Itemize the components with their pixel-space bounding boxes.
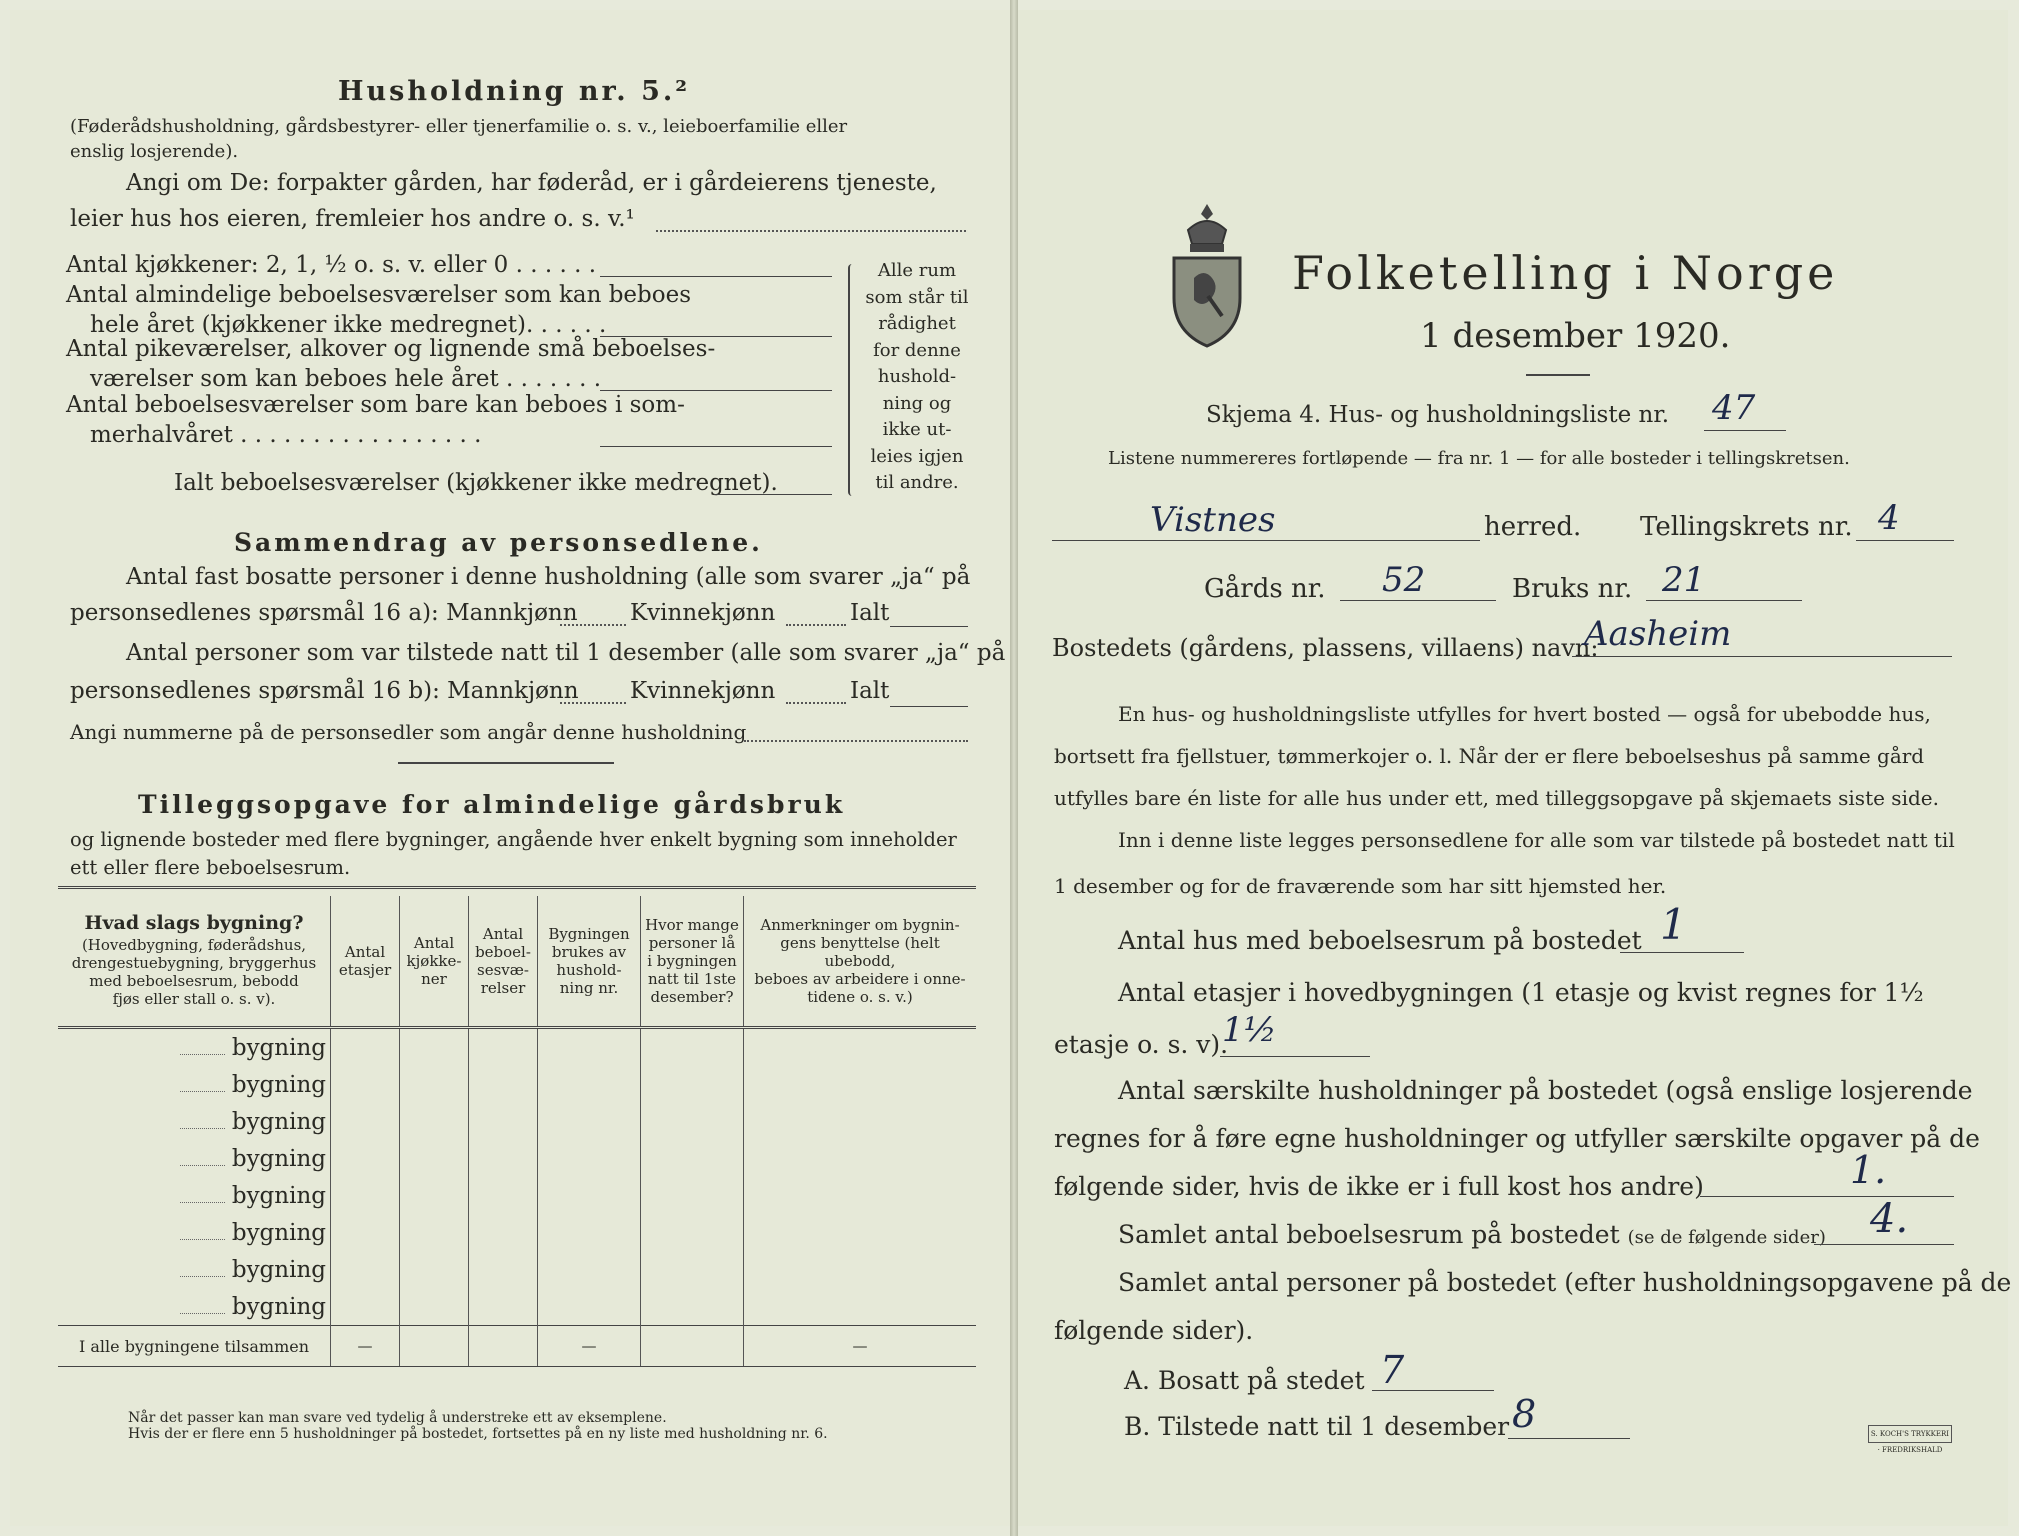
district-value: 4 xyxy=(1878,498,1900,538)
total-label: Ialt xyxy=(850,600,890,626)
district-label: Tellingskrets nr. xyxy=(1640,512,1853,542)
municipality-value: Vistnes xyxy=(1150,500,1276,540)
total-rooms-value: 4. xyxy=(1870,1196,1909,1242)
summary-line-3: Antal personer som var tilstede natt til 1 desember (alle som svarer „ja“ på xyxy=(126,640,1006,666)
table-row[interactable]: bygning xyxy=(58,1288,976,1326)
numbering-note: Listene nummereres fortløpende — fra nr. 1 — for alle bosteder i tellingskretsen. xyxy=(1108,448,1850,469)
male-present-field[interactable] xyxy=(560,702,626,704)
rooms-line-2: hele året (kjøkkener ikke medregnet). . . . . . xyxy=(90,312,607,338)
supplement-line-1: og lignende bosteder med flere bygninger, angående hver enkelt bygning som inneholder xyxy=(70,828,957,851)
supplement-line-2: ett eller flere beboelsesrum. xyxy=(70,856,351,879)
place-name-field[interactable] xyxy=(1572,656,1952,657)
persons-question-1: Samlet antal personer på bostedet (efter husholdningsopgavene på de xyxy=(1118,1268,2012,1297)
instructions-2: bortsett fra fjellstuer, tømmerkojer o. l. Når der er flere beboelseshus på samme gård xyxy=(1054,744,1925,768)
floors-value: 1½ xyxy=(1222,1010,1277,1050)
household-subtitle-2: enslig losjerende). xyxy=(70,141,239,162)
household-subtitle-1: (Føderådshusholdning, gårdsbestyrer- eller tjenerfamilie o. s. v., leieboerfamilie eller xyxy=(70,116,848,137)
buildings-table xyxy=(58,896,976,1367)
houses-field[interactable] xyxy=(1620,952,1744,953)
title-divider xyxy=(1526,374,1590,376)
angi-answer-line[interactable] xyxy=(656,230,966,232)
summary-title: Sammendrag av personsedlene. xyxy=(234,528,763,557)
female-present-field[interactable] xyxy=(786,702,846,704)
col-kitchens: Antal kjøkke- ner xyxy=(400,896,469,1028)
summer-rooms-line-1: Antal beboelsesværelser som bare kan beboes i som- xyxy=(66,392,685,418)
footnote-1: Når det passer kan man svare ved tydelig å understreke ett av eksemplene. xyxy=(128,1410,667,1426)
household-title: Husholdning nr. 5.² xyxy=(338,76,691,107)
present-field[interactable] xyxy=(1508,1438,1630,1439)
kitchens-answer[interactable] xyxy=(600,276,832,277)
footnote-2: Hvis der er flere enn 5 husholdninger på bostedet, fortsettes på en ny liste med husholdning nr. 6. xyxy=(128,1426,828,1442)
instructions-5: 1 desember og for de fraværende som har sitt hjemsted her. xyxy=(1054,874,1667,898)
households-question-1: Antal særskilte husholdninger på bostedet (også enslige losjerende xyxy=(1118,1076,1973,1105)
farm-number-label: Gårds nr. xyxy=(1204,574,1326,604)
houses-value: 1 xyxy=(1660,900,1687,949)
col-persons: Hvor mange personer lå i bygningen natt til 1ste desember? xyxy=(641,896,744,1028)
table-total-row: I alle bygningene tilsammen — — — xyxy=(58,1326,976,1367)
kitchens-line: Antal kjøkkener: 2, 1, ½ o. s. v. eller 0 . . . . . . xyxy=(66,252,597,278)
floors-field[interactable] xyxy=(1220,1056,1370,1057)
table-row[interactable]: bygning xyxy=(58,1140,976,1177)
table-top-rule xyxy=(58,886,976,889)
total-rooms-question: Samlet antal beboelsesrum på bostedet (se de følgende sider) xyxy=(1118,1220,1826,1249)
female-label: Kvinnekjønn xyxy=(630,600,776,626)
floors-question-1: Antal etasjer i hovedbygningen (1 etasje og kvist regnes for 1½ xyxy=(1118,978,1924,1007)
persons-question-2: følgende sider). xyxy=(1054,1316,1254,1345)
summary-line-1: Antal fast bosatte personer i denne husholdning (alle som svarer „ja“ på xyxy=(126,564,971,590)
col-rooms: Antal beboel- sesvæ- relser xyxy=(469,896,538,1028)
angi-line-1: Angi om De: forpakter gården, har føderåd, er i gårdeierens tjeneste, xyxy=(126,170,937,196)
holding-number-field[interactable] xyxy=(1646,600,1802,601)
summer-rooms-line-2: merhalvåret . . . . . . . . . . . . . . . . . xyxy=(90,422,482,448)
table-row[interactable]: bygning xyxy=(58,1214,976,1251)
total-present-field[interactable] xyxy=(890,706,968,707)
table-row[interactable]: bygning xyxy=(58,1251,976,1288)
farm-number-value: 52 xyxy=(1382,560,1426,600)
total-rooms-line: Ialt beboelsesværelser (kjøkkener ikke medregnet). xyxy=(174,470,778,496)
place-name-value: Aasheim xyxy=(1584,614,1732,654)
table-row[interactable]: bygning xyxy=(58,1066,976,1103)
female-label-2: Kvinnekjønn xyxy=(630,678,776,704)
printer-stamp: S. KOCH'S TRYKKERI · FREDRIKSHALD xyxy=(1868,1425,1952,1443)
total-rooms-field[interactable] xyxy=(1814,1244,1954,1245)
male-resident-field[interactable] xyxy=(560,624,626,626)
maid-rooms-line-2: værelser som kan beboes hele året . . . . . . . xyxy=(90,366,602,392)
maid-rooms-line-1: Antal pikeværelser, alkover og lignende små beboelses- xyxy=(66,336,716,362)
resident-value: 7 xyxy=(1380,1348,1405,1392)
instructions-3: utfylles bare én liste for alle hus under ett, med tilleggsopgave på skjemaets siste side. xyxy=(1054,786,1939,810)
present-value: 8 xyxy=(1512,1392,1537,1436)
houses-question: Antal hus med beboelsesrum på bostedet xyxy=(1118,926,1642,955)
col-floors: Antal etasjer xyxy=(331,896,400,1028)
municipality-label: herred. xyxy=(1484,512,1582,542)
summary-line-5: Angi nummerne på de personsedler som angår denne husholdning xyxy=(70,720,747,744)
table-row[interactable]: bygning xyxy=(58,1103,976,1140)
page-fold xyxy=(1010,0,1018,1536)
col-building-type: Hvad slags bygning? (Hovedbygning, føderådshus, drengestuebygning, bryggerhus med beboelsesrum, bebodd fjøs eller stall o. s. v). xyxy=(58,896,331,1028)
municipality-field[interactable] xyxy=(1052,540,1480,541)
rooms-note: Alle rum som står til rådighet for denne hushold- ning og ikke ut- leies igjen til andre. xyxy=(865,260,969,493)
district-field[interactable] xyxy=(1856,540,1954,541)
rooms-line-1: Antal almindelige beboelsesværelser som kan beboes xyxy=(66,282,692,308)
note-brace xyxy=(848,264,856,496)
total-resident-field[interactable] xyxy=(890,626,968,627)
maid-rooms-answer[interactable] xyxy=(600,390,832,391)
instructions-1: En hus- og husholdningsliste utfylles for hvert bosted — også for ubebodde hus, xyxy=(1118,702,1931,726)
female-resident-field[interactable] xyxy=(786,624,846,626)
schema-label: Skjema 4. Hus- og husholdningsliste nr. xyxy=(1206,402,1670,428)
person-numbers-field[interactable] xyxy=(744,740,968,742)
summer-rooms-answer[interactable] xyxy=(600,446,832,447)
farm-number-field[interactable] xyxy=(1340,600,1496,601)
summary-line-2: personsedlenes spørsmål 16 a): Mannkjønn xyxy=(70,600,578,626)
col-remarks: Anmerkninger om bygnin- gens benyttelse (helt ubebodd, beboes av arbeidere i onne- tidene o. s. v.) xyxy=(744,896,977,1028)
households-question-3: følgende sider, hvis de ikke er i full kost hos andre) xyxy=(1054,1172,1704,1201)
table-row[interactable]: bygning xyxy=(58,1028,976,1067)
col-household-no: Bygningen brukes av hushold- ning nr. xyxy=(538,896,641,1028)
census-title: Folketelling i Norge xyxy=(1292,246,1839,300)
angi-line-2: leier hus hos eieren, fremleier hos andre o. s. v.¹ xyxy=(70,206,635,232)
coat-of-arms-icon xyxy=(1168,200,1246,350)
list-number-field[interactable] xyxy=(1704,430,1786,431)
households-value: 1. xyxy=(1850,1148,1887,1192)
floors-question-2: etasje o. s. v). xyxy=(1054,1030,1229,1059)
holding-number-value: 21 xyxy=(1662,560,1706,600)
total-rooms-answer[interactable] xyxy=(714,494,832,495)
section-divider xyxy=(398,762,614,764)
households-question-2: regnes for å føre egne husholdninger og utfyller særskilte opgaver på de xyxy=(1054,1124,1980,1153)
census-date: 1 desember 1920. xyxy=(1420,316,1731,356)
list-number-value: 47 xyxy=(1712,388,1756,428)
supplement-title: Tilleggsopgave for almindelige gårdsbruk xyxy=(138,790,846,819)
holding-number-label: Bruks nr. xyxy=(1512,574,1633,604)
right-page xyxy=(1018,10,2008,1526)
table-header-row xyxy=(58,896,976,1028)
table-row[interactable]: bygning xyxy=(58,1177,976,1214)
place-name-label: Bostedets (gårdens, plassens, villaens) navn: xyxy=(1052,634,1599,662)
households-field[interactable] xyxy=(1700,1196,1954,1197)
present-question: B. Tilstede natt til 1 desember xyxy=(1124,1412,1510,1441)
instructions-4: Inn i denne liste legges personsedlene for alle som var tilstede på bostedet natt til xyxy=(1118,828,1955,852)
summary-line-4: personsedlenes spørsmål 16 b): Mannkjønn xyxy=(70,678,579,704)
resident-question: A. Bosatt på stedet xyxy=(1124,1366,1365,1395)
total-label-2: Ialt xyxy=(850,678,890,704)
